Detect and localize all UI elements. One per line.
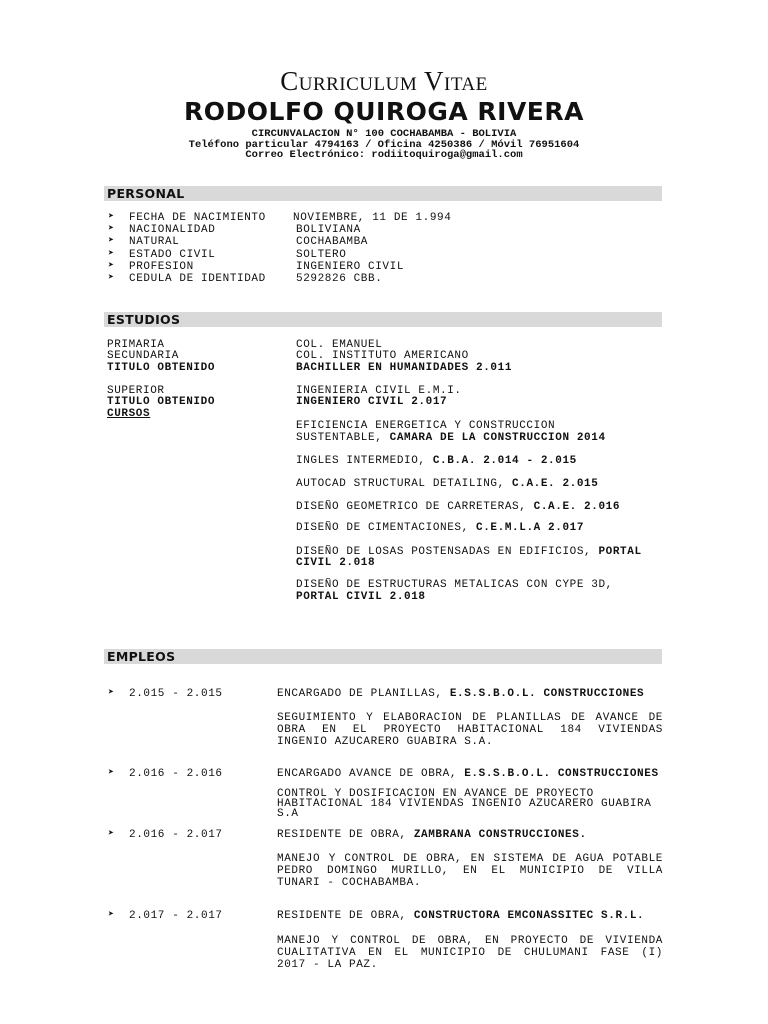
address-line: CIRCUNVALACION N° 100 COCHABAMBA - BOLIVIA: [251, 128, 517, 140]
personal-label: ESTADO CIVIL: [129, 249, 216, 261]
person-name: RODOLFO QUIROGA RIVERA: [184, 97, 584, 126]
section-title-personal: PERSONAL: [107, 186, 185, 201]
course-text: AUTOCAD STRUCTURAL DETAILING, C.A.E. 2.015: [296, 478, 599, 490]
course-institution: C.A.E. 2.015: [512, 478, 599, 490]
course-institution: CIVIL 2.018: [296, 557, 376, 569]
study-label: TITULO OBTENIDO: [107, 396, 216, 408]
course-institution: PORTAL CIVIL 2.018: [296, 591, 426, 603]
course-text: DISEÑO DE ESTRUCTURAS METALICAS CON CYPE 3D,: [296, 579, 613, 591]
study-value: INGENIERO CIVIL 2.017: [296, 396, 448, 408]
arrowhead-bullet-icon: ➤: [108, 212, 115, 223]
study-label: TITULO OBTENIDO: [107, 362, 216, 374]
arrowhead-bullet-icon: ➤: [108, 249, 115, 260]
course-text: DISEÑO DE LOSAS POSTENSADAS EN EDIFICIOS, PORTAL: [296, 546, 642, 558]
study-value: COL. EMANUEL: [296, 339, 383, 351]
arrowhead-bullet-icon: ➤: [108, 829, 115, 840]
arrowhead-bullet-icon: ➤: [108, 688, 115, 699]
course-text: EFICIENCIA ENERGETICA Y CONSTRUCCION: [296, 420, 556, 432]
study-value: COL. INSTITUTO AMERICANO: [296, 350, 469, 362]
course-text: SUSTENTABLE, CAMARA DE LA CONSTRUCCION 2014: [296, 432, 606, 444]
course-institution: CAMARA DE LA CONSTRUCCION 2014: [389, 432, 606, 444]
course-institution: C.E.M.L.A 2.017: [476, 522, 585, 534]
personal-label: PROFESION: [129, 261, 194, 273]
job-company: ZAMBRANA CONSTRUCCIONES.: [413, 829, 587, 841]
section-bar-empleos: [104, 649, 662, 664]
study-label: SECUNDARIA: [107, 350, 180, 362]
course-institution: C.B.A. 2.014 - 2.015: [432, 455, 577, 467]
section-title-empleos: EMPLEOS: [107, 649, 176, 664]
cursos-label: CURSOS: [107, 408, 151, 420]
document-title: Curriculum Vitae: [280, 66, 488, 96]
personal-value: BOLIVIANA: [296, 224, 361, 236]
course-text: DISEÑO GEOMETRICO DE CARRETERAS, C.A.E. 2.016: [296, 501, 621, 513]
job-title: ENCARGADO AVANCE DE OBRA, E.S.S.B.O.L. CONSTRUCCIONES: [277, 768, 659, 780]
personal-value: COCHABAMBA: [296, 236, 369, 248]
personal-label: NACIONALIDAD: [129, 224, 216, 236]
course-text: INGLES INTERMEDIO, C.B.A. 2.014 - 2.015: [296, 455, 577, 467]
arrowhead-bullet-icon: ➤: [108, 224, 115, 235]
job-period: 2.015 - 2.015: [129, 688, 223, 700]
job-company: E.S.S.B.O.L. CONSTRUCCIONES: [464, 768, 659, 780]
study-label: SUPERIOR: [107, 385, 165, 397]
study-value: BACHILLER EN HUMANIDADES 2.011: [296, 362, 513, 374]
section-bar-estudios: [104, 312, 662, 327]
job-description: MANEJO Y CONTROL DE OBRA, EN PROYECTO DE VIVIENDA CUALITATIVA EN EL MUNICIPIO DE CHULUMANI FASE (I) 2017 - LA PAZ.: [277, 935, 663, 971]
job-company: E.S.S.B.O.L. CONSTRUCCIONES: [449, 688, 645, 700]
job-title: RESIDENTE DE OBRA, CONSTRUCTORA EMCONASSITEC S.R.L.: [277, 910, 645, 922]
personal-value: SOLTERO: [296, 249, 347, 261]
job-description: MANEJO Y CONTROL DE OBRA, EN SISTEMA DE AGUA POTABLE PEDRO DOMINGO MURILLO, EN EL MUNICIPIO DE VILLA TUNARI - COCHABAMBA.: [277, 853, 663, 889]
study-label: PRIMARIA: [107, 339, 165, 351]
phone-line: Teléfono particular 4794163 / Oficina 4250386 / Móvil 76951604: [188, 139, 580, 151]
personal-label: FECHA DE NACIMIENTO: [129, 212, 266, 224]
personal-value: 5292826 CBB.: [296, 273, 383, 285]
arrowhead-bullet-icon: ➤: [108, 768, 115, 779]
job-title: RESIDENTE DE OBRA, ZAMBRANA CONSTRUCCIONES.: [277, 829, 587, 841]
arrowhead-bullet-icon: ➤: [108, 236, 115, 247]
arrowhead-bullet-icon: ➤: [108, 910, 115, 921]
course-text: DISEÑO DE CIMENTACIONES, C.E.M.L.A 2.017: [296, 522, 585, 534]
job-period: 2.016 - 2.017: [129, 829, 223, 841]
job-company: CONSTRUCTORA EMCONASSITEC S.R.L.: [413, 910, 645, 922]
personal-value: NOVIEMBRE, 11 DE 1.994: [293, 212, 452, 224]
course-institution: PORTAL: [598, 546, 642, 558]
personal-value: INGENIERO CIVIL: [296, 261, 405, 273]
course-institution: C.A.E. 2.016: [533, 501, 621, 513]
job-description: CONTROL Y DOSIFICACION EN AVANCE DE PROYECTO HABITACIONAL 184 VIVIENDAS INGENIO AZUCARERO GUABIRA S.A: [277, 788, 652, 820]
job-period: 2.016 - 2.016: [129, 768, 223, 780]
arrowhead-bullet-icon: ➤: [108, 273, 115, 284]
job-description: SEGUIMIENTO Y ELABORACION DE PLANILLAS DE AVANCE DE OBRA EN EL PROYECTO HABITACIONAL 184 VIVIENDAS INGENIO AZUCARERO GUABIRA S.A.: [277, 712, 663, 748]
section-title-estudios: ESTUDIOS: [107, 312, 181, 327]
personal-label: NATURAL: [129, 236, 180, 248]
personal-label: CEDULA DE IDENTIDAD: [129, 273, 266, 285]
email-line: Correo Electrónico: rodiitoquiroga@gmail.com: [245, 149, 523, 161]
study-value: INGENIERIA CIVIL E.M.I.: [296, 385, 462, 397]
section-bar-personal: [104, 186, 662, 201]
job-title: ENCARGADO DE PLANILLAS, E.S.S.B.O.L. CONSTRUCCIONES: [277, 688, 645, 700]
job-period: 2.017 - 2.017: [129, 910, 223, 922]
arrowhead-bullet-icon: ➤: [108, 261, 115, 272]
